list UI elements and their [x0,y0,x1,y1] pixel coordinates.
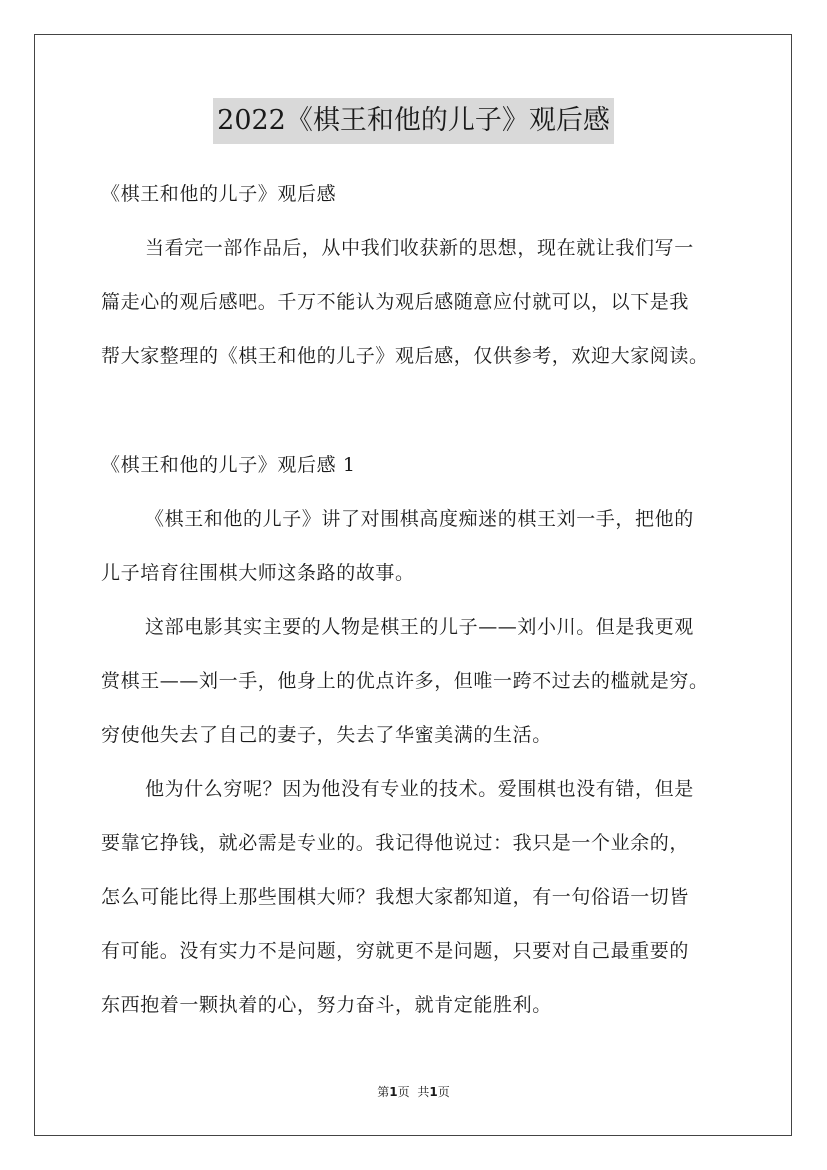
total-pages: 1 [429,1085,438,1099]
paragraph-3-line-2: 要靠它挣钱，就必需是专业的。我记得他说过：我只是一个业余的， [101,832,690,854]
paragraph-2-line-3: 穷使他失去了自己的妻子，失去了华蜜美满的生活。 [101,724,552,746]
document-title: 2022《棋王和他的儿子》观后感 [213,98,614,144]
paragraph-1-line-2: 儿子培育往围棋大师这条路的故事。 [101,562,415,584]
page-label-prefix: 第 [377,1085,390,1099]
intro-line-3: 帮大家整理的《棋王和他的儿子》观后感，仅供参考，欢迎大家阅读。 [101,345,709,367]
total-label-prefix: 共 [417,1085,430,1099]
intro-line-2: 篇走心的观后感吧。千万不能认为观后感随意应付就可以，以下是我 [101,291,690,313]
paragraph-1-line-1: 《棋王和他的儿子》讲了对围棋高度痴迷的棋王刘一手，把他的 [145,508,694,530]
page-footer [0,1083,827,1101]
paragraph-3-line-5: 东西抱着一颗执着的心，努力奋斗，就肯定能胜利。 [101,994,552,1016]
title-container [0,98,827,144]
paragraph-3-line-4: 有可能。没有实力不是问题，穷就更不是问题，只要对自己最重要的 [101,940,690,962]
intro-line-1: 当看完一部作品后，从中我们收获新的思想，现在就让我们写一 [145,237,694,259]
essay-heading: 《棋王和他的儿子》观后感 1 [101,454,356,476]
paragraph-3-line-3: 怎么可能比得上那些围棋大师？我想大家都知道，有一句俗语一切皆 [101,886,690,908]
paragraph-2-line-1: 这部电影其实主要的人物是棋王的儿子——刘小川。但是我更观 [145,616,694,638]
paragraph-2-line-2: 赏棋王——刘一手，他身上的优点许多，但唯一跨不过去的槛就是穷。 [101,670,709,692]
total-label-suffix: 页 [437,1085,450,1099]
section-heading: 《棋王和他的儿子》观后感 [101,183,337,205]
paragraph-3-line-1: 他为什么穷呢？因为他没有专业的技术。爱围棋也没有错，但是 [145,778,694,800]
page-label-suffix: 页 [397,1085,410,1099]
page-number: 1 [389,1085,398,1099]
